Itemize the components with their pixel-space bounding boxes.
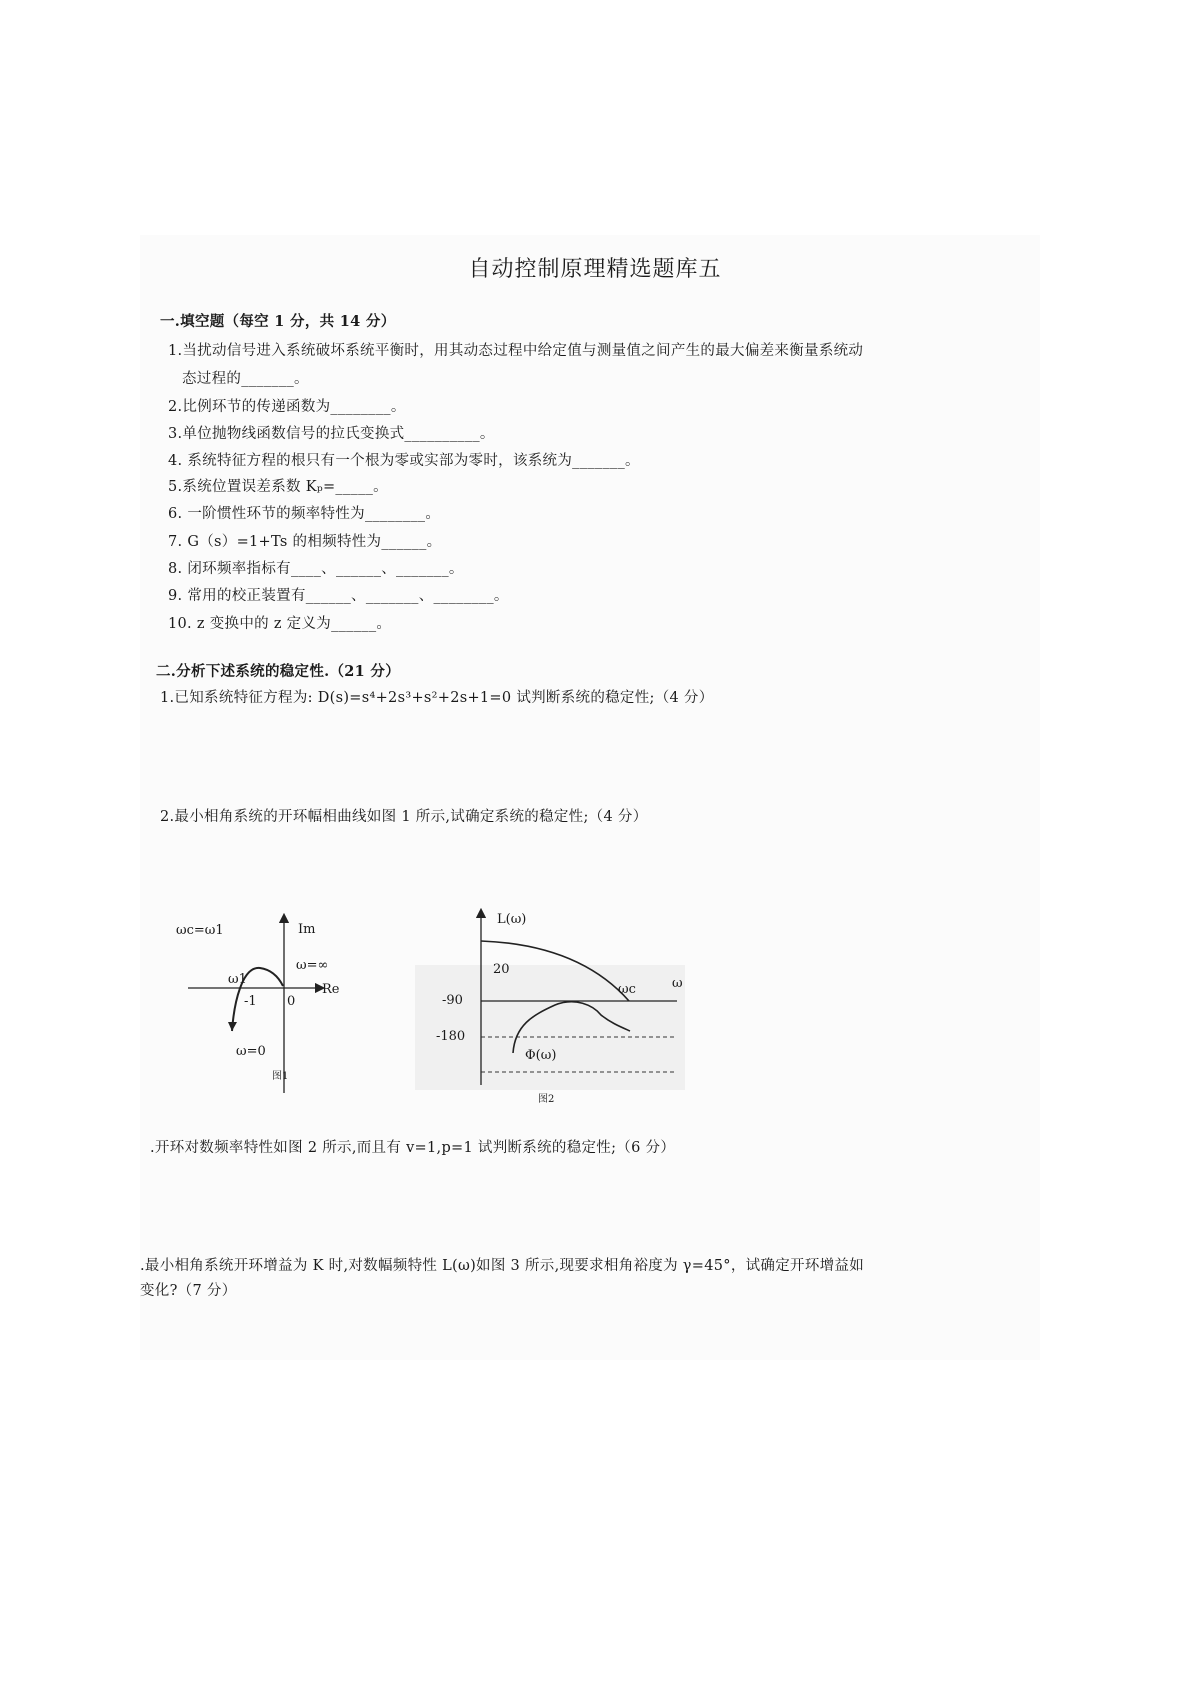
question-line: .开环对数频率特性如图 2 所示,而且有 v=1,p=1 试判断系统的稳定性;（6 分） xyxy=(150,1140,676,1156)
section2-heading: 二.分析下述系统的稳定性.（21 分） xyxy=(156,663,401,680)
fig1-caption: 图1 xyxy=(272,1071,289,1082)
fig2-minus90-label: -90 xyxy=(442,993,463,1008)
question-line: 7. G（s）=1+Ts 的相频特性为______。 xyxy=(168,534,442,550)
question-line: 8. 闭环频率指标有____、______、_______。 xyxy=(168,561,464,577)
question-line: 1.当扰动信号进入系统破坏系统平衡时，用其动态过程中给定值与测量值之间产生的最大偏差来衡量系统动 xyxy=(168,343,864,359)
question-line: 2.比例环节的传递函数为________。 xyxy=(168,399,406,415)
question-line: 4. 系统特征方程的根只有一个根为零或实部为零时，该系统为_______。 xyxy=(168,453,640,469)
fig1-zero-label: 0 xyxy=(287,994,296,1009)
fig1-w1-label: ω1 xyxy=(228,972,247,987)
fig1-minus1-label: -1 xyxy=(244,994,257,1009)
question-line: 5.系统位置误差系数 Kₚ=_____。 xyxy=(168,479,388,495)
fig2-minus180-label: -180 xyxy=(436,1029,466,1044)
question-line: 9. 常用的校正装置有______、_______、________。 xyxy=(168,588,509,604)
fig1-wc-label: ωc=ω1 xyxy=(176,923,224,938)
phase-curve xyxy=(513,1002,630,1053)
fig2-phi-label: Φ(ω) xyxy=(525,1048,557,1063)
curve-arrow xyxy=(228,1022,237,1031)
page-title: 自动控制原理精选题库五 xyxy=(468,257,722,282)
fig1-re-label: Re xyxy=(322,982,340,997)
section1-heading: 一.填空题（每空 1 分，共 14 分） xyxy=(160,313,396,330)
question-line: 变化?（7 分） xyxy=(140,1283,237,1299)
fig1-winf-label: ω=∞ xyxy=(296,958,329,973)
question-line: 6. 一阶惯性环节的频率特性为________。 xyxy=(168,506,441,522)
fig2-20-label: 20 xyxy=(493,962,510,977)
question-line: .最小相角系统开环增益为 K 时,对数幅频特性 L(ω)如图 3 所示,现要求相角裕度为 γ=45°，试确定开环增益如 xyxy=(140,1258,865,1274)
question-line: 1.已知系统特征方程为: D(s)=s⁴+2s³+s²+2s+1=0 试判断系统的稳定性;（4 分） xyxy=(160,690,714,706)
fig2-wc-label: ωc xyxy=(618,982,636,997)
fig1-im-label: Im xyxy=(298,922,316,937)
question-line: 3.单位抛物线函数信号的拉氏变换式__________。 xyxy=(168,426,495,442)
question-line: 10. z 变换中的 z 定义为______。 xyxy=(168,616,392,632)
fig2-L-label: L(ω) xyxy=(497,912,527,927)
fig1-w0-label: ω=0 xyxy=(236,1044,266,1059)
fig2-w-label: ω xyxy=(672,976,683,991)
question-line: 态过程的_______。 xyxy=(182,371,309,387)
fig2-caption: 图2 xyxy=(538,1094,555,1105)
question-line: 2.最小相角系统的开环幅相曲线如图 1 所示,试确定系统的稳定性;（4 分） xyxy=(160,809,648,825)
